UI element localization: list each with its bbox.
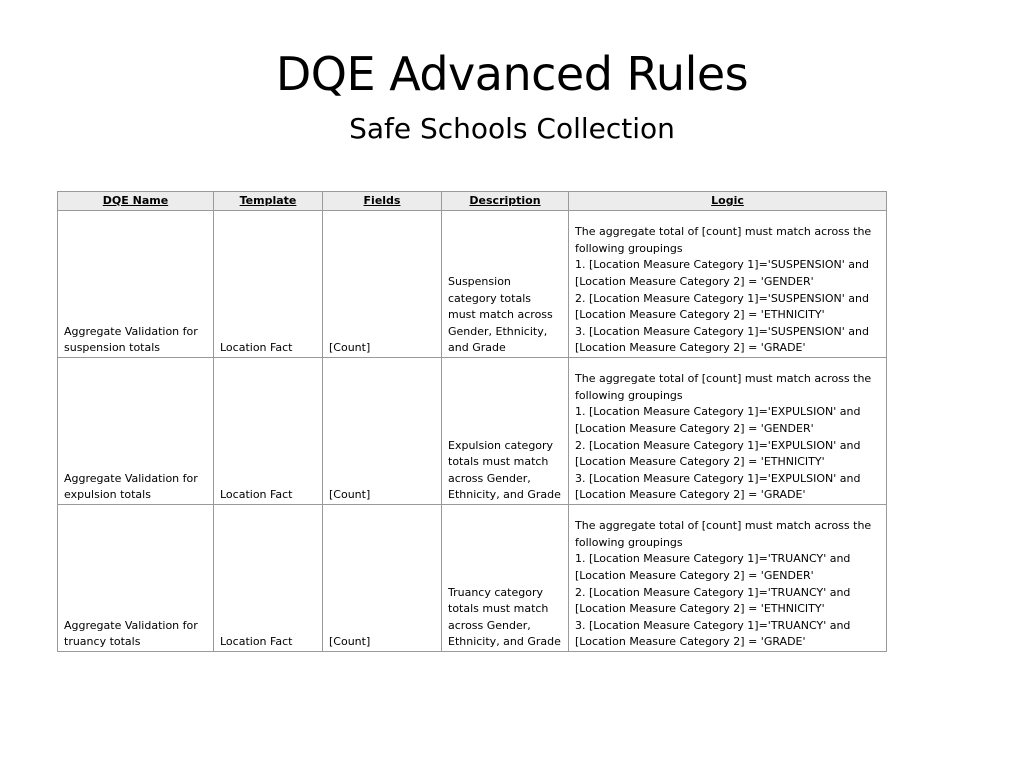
- logic-line: The aggregate total of [count] must match across the: [575, 225, 872, 239]
- logic-line: 1. [Location Measure Category 1]='SUSPENSION' and: [575, 258, 869, 272]
- slide-subtitle: Safe Schools Collection: [349, 112, 675, 145]
- description-line: Ethnicity, and Grade: [448, 488, 561, 502]
- logic-line: [Location Measure Category 2] = 'GENDER': [575, 569, 814, 583]
- description-line: Expulsion category: [448, 438, 554, 452]
- header-logic: Logic: [569, 192, 887, 211]
- logic-line: [Location Measure Category 2] = 'GENDER': [575, 422, 814, 436]
- dqe-name-line: Aggregate Validation for: [64, 324, 198, 338]
- header-fields: Fields: [323, 192, 442, 211]
- dqe-name-cell: [58, 358, 214, 505]
- dqe-name-line: truancy totals: [64, 635, 141, 649]
- description-line: Ethnicity, and Grade: [448, 635, 561, 649]
- description-line: Truancy category: [448, 585, 543, 599]
- logic-line: 1. [Location Measure Category 1]='TRUANCY' and: [575, 552, 851, 566]
- logic-cell: [569, 505, 887, 652]
- fields-cell: [Count]: [323, 358, 442, 505]
- table-row: [58, 358, 887, 505]
- description-line: across Gender,: [448, 618, 531, 632]
- table-row: [58, 211, 887, 358]
- logic-line: The aggregate total of [count] must match across the: [575, 519, 872, 533]
- logic-line: [Location Measure Category 2] = 'GRADE': [575, 341, 806, 355]
- description-line: Gender, Ethnicity,: [448, 324, 548, 338]
- logic-line: 3. [Location Measure Category 1]='TRUANCY' and: [575, 618, 851, 632]
- slide-title: DQE Advanced Rules: [275, 47, 749, 101]
- dqe-name-line: Aggregate Validation for: [64, 471, 198, 485]
- description-line: totals must match: [448, 602, 549, 616]
- dqe-name-line: expulsion totals: [64, 488, 151, 502]
- fields-cell: [Count]: [323, 505, 442, 652]
- logic-cell: [569, 211, 887, 358]
- header-description: Description: [442, 192, 569, 211]
- template-cell: Location Fact: [214, 211, 323, 358]
- logic-line: [Location Measure Category 2] = 'GRADE': [575, 488, 806, 502]
- logic-line: 2. [Location Measure Category 1]='EXPULSION' and: [575, 438, 861, 452]
- table-row: [58, 505, 887, 652]
- description-cell: [442, 358, 569, 505]
- dqe-name-cell: [58, 211, 214, 358]
- table-header-row: [58, 192, 887, 211]
- dqe-name-line: Aggregate Validation for: [64, 618, 198, 632]
- description-cell: [442, 211, 569, 358]
- description-line: and Grade: [448, 341, 506, 355]
- logic-line: [Location Measure Category 2] = 'ETHNICITY': [575, 308, 825, 322]
- logic-line: following groupings: [575, 241, 683, 255]
- description-line: totals must match: [448, 455, 549, 469]
- logic-line: [Location Measure Category 2] = 'ETHNICITY': [575, 602, 825, 616]
- logic-line: following groupings: [575, 388, 683, 402]
- template-cell: Location Fact: [214, 505, 323, 652]
- description-line: category totals: [448, 291, 531, 305]
- logic-line: 2. [Location Measure Category 1]='SUSPENSION' and: [575, 291, 869, 305]
- logic-line: 1. [Location Measure Category 1]='EXPULSION' and: [575, 405, 861, 419]
- dqe-name-cell: [58, 505, 214, 652]
- logic-line: [Location Measure Category 2] = 'GENDER': [575, 275, 814, 289]
- logic-line: [Location Measure Category 2] = 'ETHNICITY': [575, 455, 825, 469]
- description-line: across Gender,: [448, 471, 531, 485]
- dqe-rules-table: [57, 191, 887, 652]
- dqe-name-line: suspension totals: [64, 341, 161, 355]
- logic-line: 3. [Location Measure Category 1]='SUSPENSION' and: [575, 324, 869, 338]
- logic-cell: [569, 358, 887, 505]
- template-cell: Location Fact: [214, 358, 323, 505]
- logic-line: 2. [Location Measure Category 1]='TRUANCY' and: [575, 585, 851, 599]
- logic-line: following groupings: [575, 535, 683, 549]
- logic-line: 3. [Location Measure Category 1]='EXPULSION' and: [575, 471, 861, 485]
- fields-cell: [Count]: [323, 211, 442, 358]
- logic-line: The aggregate total of [count] must match across the: [575, 372, 872, 386]
- description-line: must match across: [448, 308, 553, 322]
- header-dqe-name: DQE Name: [58, 192, 214, 211]
- header-template: Template: [214, 192, 323, 211]
- description-line: Suspension: [448, 275, 511, 289]
- description-cell: [442, 505, 569, 652]
- logic-line: [Location Measure Category 2] = 'GRADE': [575, 635, 806, 649]
